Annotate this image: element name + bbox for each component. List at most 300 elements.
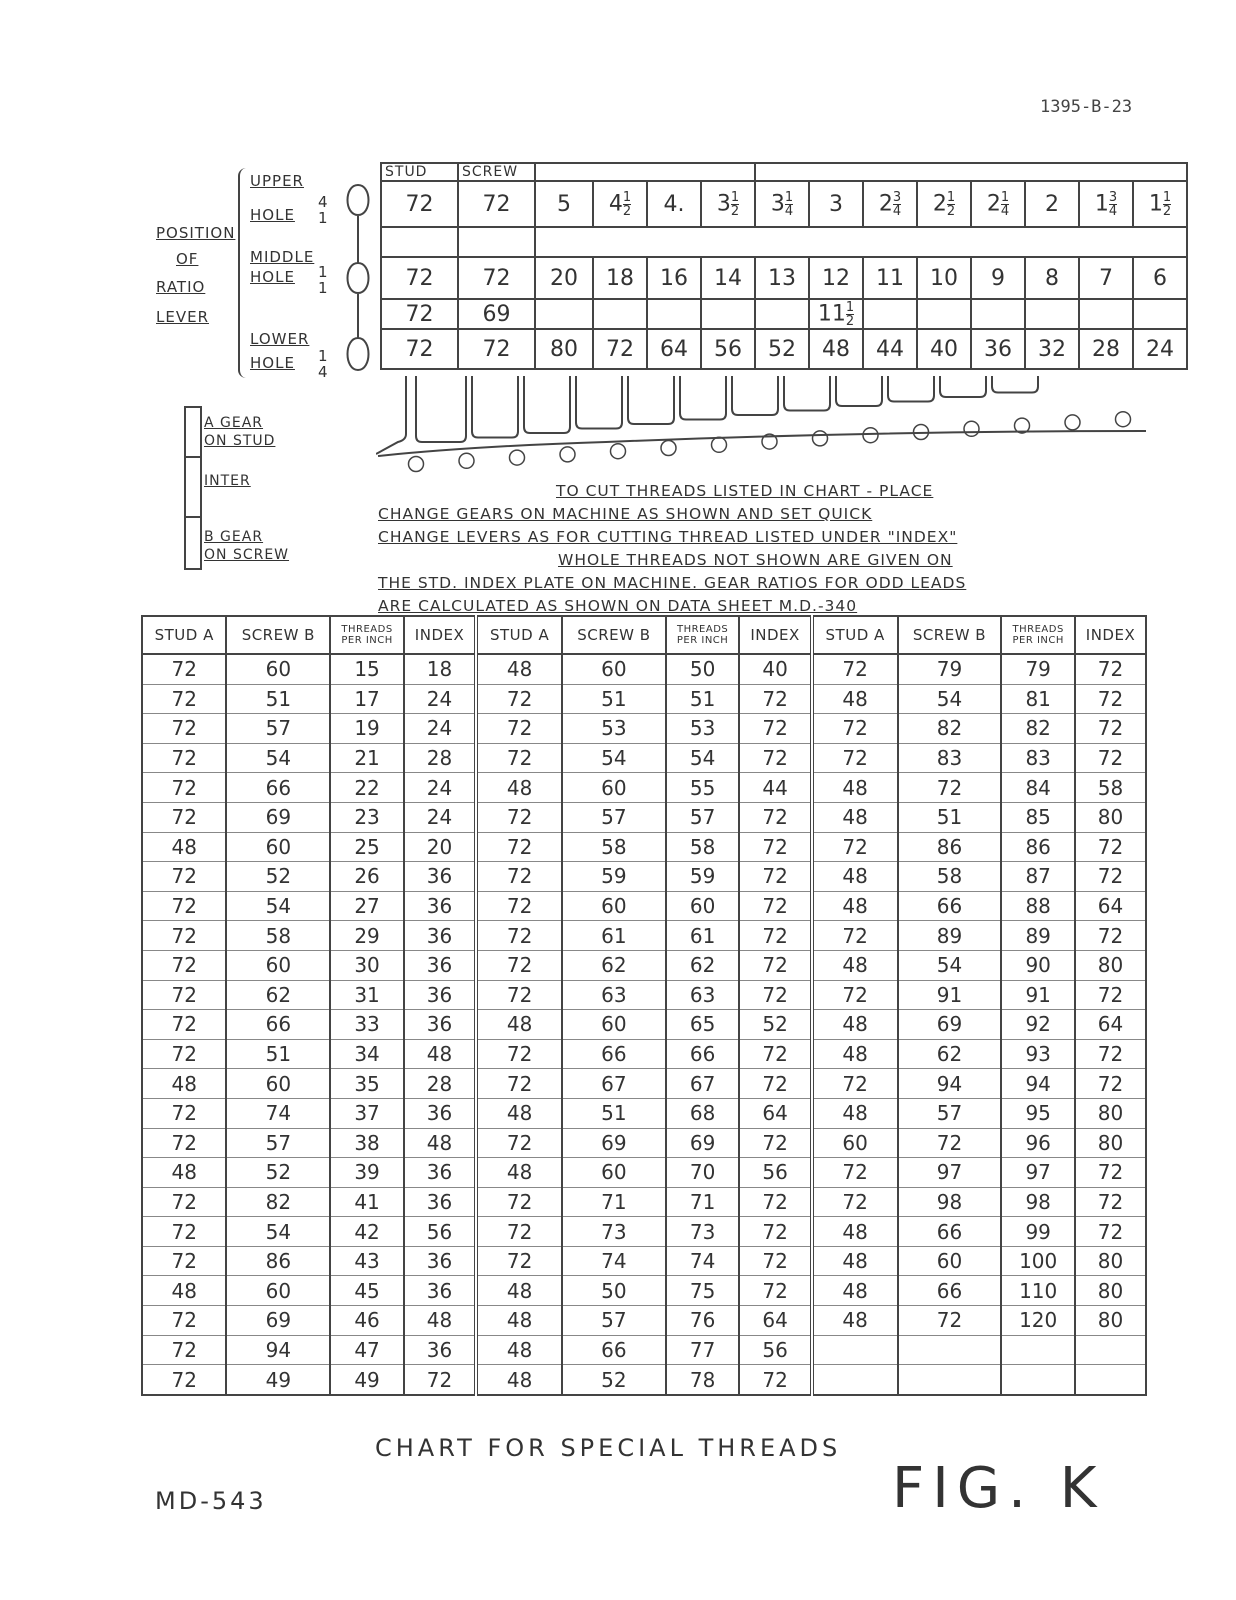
gear-hole [459, 453, 474, 468]
table-cell: 82 [1001, 714, 1075, 744]
table-cell: 57 [226, 1128, 330, 1158]
table-row [142, 1039, 1146, 1069]
column-header: SCREW B [226, 616, 330, 654]
table-cell: 67 [562, 1069, 666, 1099]
table-cell: 97 [898, 1158, 1002, 1188]
table-cell: 60 [562, 654, 666, 684]
table-cell: 73 [562, 1217, 666, 1247]
gear-slot [628, 376, 674, 424]
table-cell: 36 [404, 921, 476, 951]
column-header: THREADS PER INCH [330, 616, 404, 654]
middle-ratio-value: 9 [971, 257, 1025, 299]
table-row [142, 950, 1146, 980]
table-cell: 60 [562, 773, 666, 803]
gear-hole [1116, 412, 1131, 427]
gear-hole [863, 428, 878, 443]
table-cell: 72 [812, 743, 898, 773]
table-cell: 71 [562, 1187, 666, 1217]
table-cell [1075, 1335, 1146, 1365]
table-cell: 60 [562, 1010, 666, 1040]
upper-ratio-value: 5 [535, 181, 593, 227]
table-cell: 66 [226, 773, 330, 803]
table-cell: 72 [739, 1128, 811, 1158]
table-cell: 72 [476, 714, 562, 744]
table-cell: 80 [1075, 950, 1146, 980]
gear-hole [560, 447, 575, 462]
table-cell: 67 [666, 1069, 740, 1099]
table-cell: 54 [898, 950, 1002, 980]
table-cell: 61 [562, 921, 666, 951]
table-cell: 45 [330, 1276, 404, 1306]
gear-hole [510, 450, 525, 465]
lower-ratio-value: 64 [647, 329, 701, 369]
lever-brace [238, 168, 250, 378]
table-cell: 65 [666, 1010, 740, 1040]
table-row [142, 1010, 1146, 1040]
table-cell: 48 [476, 1335, 562, 1365]
table-cell: 72 [739, 950, 811, 980]
table-cell: 62 [666, 950, 740, 980]
table-cell: 18 [404, 654, 476, 684]
table-cell: 51 [562, 1098, 666, 1128]
table-row [142, 684, 1146, 714]
table-cell: 24 [404, 773, 476, 803]
table-cell: 74 [562, 1246, 666, 1276]
column-header: STUD A [476, 616, 562, 654]
table-cell: 72 [1075, 684, 1146, 714]
table-cell: 80 [1075, 1306, 1146, 1336]
table-cell: 72 [739, 862, 811, 892]
table-cell: 72 [142, 1039, 226, 1069]
table-cell: 90 [1001, 950, 1075, 980]
table-cell: 48 [812, 684, 898, 714]
column-header: SCREW B [562, 616, 666, 654]
table-cell: 50 [562, 1276, 666, 1306]
lower-ratio-value: 24 [1133, 329, 1187, 369]
table-row [142, 921, 1146, 951]
upper-ratio-value: 3 $\frac{1}{4}$ [755, 181, 809, 227]
footer-document-id: MD-543 [155, 1487, 267, 1515]
table-cell: 42 [330, 1217, 404, 1247]
table-cell: 72 [1075, 1217, 1146, 1247]
table-cell: 72 [739, 921, 811, 951]
table-cell: 72 [739, 1276, 811, 1306]
table-cell: 41 [330, 1187, 404, 1217]
middle_row-stud: 72 [381, 257, 458, 299]
table-cell: 60 [226, 950, 330, 980]
upper-ratio-value: 2 $\frac{1}{2}$ [917, 181, 971, 227]
table-cell: 66 [226, 1010, 330, 1040]
gear-hole [712, 437, 727, 452]
table-cell: 72 [142, 743, 226, 773]
table-cell: 49 [330, 1365, 404, 1395]
lower-hole-ratio: 1 4 [318, 347, 328, 381]
middle_row-screw: 72 [458, 257, 535, 299]
table-cell: 72 [812, 654, 898, 684]
table-row [142, 1335, 1146, 1365]
gear-slot [524, 376, 570, 433]
table-cell: 24 [404, 802, 476, 832]
table-cell: 48 [812, 950, 898, 980]
table-cell: 48 [812, 802, 898, 832]
table-cell: 36 [404, 891, 476, 921]
table-row [142, 1158, 1146, 1188]
table-cell: 58 [1075, 773, 1146, 803]
table-row [142, 862, 1146, 892]
table-cell [1001, 1335, 1075, 1365]
middle-ratio-value: 18 [593, 257, 647, 299]
table-cell: 93 [1001, 1039, 1075, 1069]
table-cell: 51 [666, 684, 740, 714]
table-cell: 36 [404, 1335, 476, 1365]
table-cell: 78 [666, 1365, 740, 1395]
table-cell: 66 [898, 1276, 1002, 1306]
document-id: 1395-B-23 [1040, 97, 1133, 117]
table-row [142, 1246, 1146, 1276]
gear-slot [784, 376, 830, 411]
table-cell: 75 [666, 1276, 740, 1306]
table-cell: 69 [226, 1306, 330, 1336]
table-cell: 52 [226, 862, 330, 892]
table-cell: 94 [898, 1069, 1002, 1099]
table-cell: 52 [562, 1365, 666, 1395]
middle-ratio-value: 20 [535, 257, 593, 299]
table-cell: 69 [226, 802, 330, 832]
lower_row-stud: 72 [381, 329, 458, 369]
gear-slot [992, 376, 1038, 393]
table-cell: 64 [739, 1306, 811, 1336]
table-row [142, 773, 1146, 803]
table-cell: 54 [666, 743, 740, 773]
column-header: INDEX [739, 616, 811, 654]
table-cell: 72 [739, 802, 811, 832]
table-cell: 36 [404, 1098, 476, 1128]
table-cell: 56 [404, 1217, 476, 1247]
table-cell: 48 [812, 1098, 898, 1128]
table-cell: 80 [1075, 1246, 1146, 1276]
table-cell: 60 [666, 891, 740, 921]
table-cell: 110 [1001, 1276, 1075, 1306]
table-row [142, 832, 1146, 862]
table-cell: 72 [812, 980, 898, 1010]
table-cell: 72 [142, 684, 226, 714]
table-cell: 89 [898, 921, 1002, 951]
table-cell: 58 [898, 862, 1002, 892]
table-cell: 72 [739, 714, 811, 744]
lower-ratio-value: 44 [863, 329, 917, 369]
lower-ratio-value: 72 [593, 329, 647, 369]
table-cell: 72 [404, 1365, 476, 1395]
table-cell: 36 [404, 1010, 476, 1040]
table-cell: 94 [226, 1335, 330, 1365]
table-cell: 68 [666, 1098, 740, 1128]
ratio-header-screw: SCREW [458, 163, 535, 181]
table-cell: 48 [404, 1306, 476, 1336]
table-cell: 48 [476, 773, 562, 803]
table-cell: 72 [812, 1187, 898, 1217]
table-cell: 72 [476, 862, 562, 892]
table-cell: 72 [476, 1217, 562, 1247]
ratio-lever-drawing [340, 180, 380, 390]
table-cell: 62 [562, 950, 666, 980]
lower-ratio-value: 80 [535, 329, 593, 369]
position-label-4: LEVER [156, 308, 209, 326]
table-cell: 92 [1001, 1010, 1075, 1040]
table-cell: 79 [1001, 654, 1075, 684]
table-cell: 72 [476, 1246, 562, 1276]
table-cell [1001, 1365, 1075, 1395]
table-cell: 91 [898, 980, 1002, 1010]
table-cell: 72 [739, 1187, 811, 1217]
table-cell: 80 [1075, 1276, 1146, 1306]
upper-ratio-value: 1 $\frac{1}{2}$ [1133, 181, 1187, 227]
table-cell: 76 [666, 1306, 740, 1336]
middle-ratio-value: 11 [863, 257, 917, 299]
table-cell: 48 [812, 1010, 898, 1040]
table-row [142, 1276, 1146, 1306]
table-cell: 24 [404, 714, 476, 744]
table-cell: 48 [476, 1010, 562, 1040]
lower-ratio-value: 48 [809, 329, 863, 369]
table-cell: 52 [739, 1010, 811, 1040]
table-cell: 72 [739, 891, 811, 921]
table-cell: 72 [142, 891, 226, 921]
table-cell: 48 [142, 1069, 226, 1099]
table-cell: 66 [562, 1335, 666, 1365]
table-cell: 91 [1001, 980, 1075, 1010]
table-cell: 58 [562, 832, 666, 862]
table-cell: 72 [739, 832, 811, 862]
upper-ratio-value: 2 $\frac{3}{4}$ [863, 181, 917, 227]
middle-hole-ratio: 1 1 [318, 263, 328, 297]
table-cell: 66 [666, 1039, 740, 1069]
table-row [142, 654, 1146, 684]
upper_row-screw: 72 [458, 181, 535, 227]
column-header: SCREW B [898, 616, 1002, 654]
table-cell: 81 [1001, 684, 1075, 714]
table-cell: 72 [142, 654, 226, 684]
table-cell: 69 [666, 1128, 740, 1158]
table-cell: 87 [1001, 862, 1075, 892]
table-cell: 120 [1001, 1306, 1075, 1336]
table-cell: 21 [330, 743, 404, 773]
table-cell: 57 [226, 714, 330, 744]
table-cell: 72 [476, 684, 562, 714]
table-cell: 48 [142, 832, 226, 862]
table-cell: 28 [404, 743, 476, 773]
gear-slot [416, 376, 466, 442]
table-cell: 48 [404, 1128, 476, 1158]
table-cell: 62 [226, 980, 330, 1010]
middle_row2-screw: 69 [458, 299, 535, 329]
table-row [142, 802, 1146, 832]
table-cell: 43 [330, 1246, 404, 1276]
table-row [142, 714, 1146, 744]
gear-hole [661, 441, 676, 456]
gear-tray-drawing [376, 376, 1156, 486]
table-cell [898, 1335, 1002, 1365]
table-cell: 35 [330, 1069, 404, 1099]
middle_row2-stud: 72 [381, 299, 458, 329]
table-cell: 66 [898, 1217, 1002, 1247]
table-cell: 36 [404, 950, 476, 980]
middle-ratio-value: 14 [701, 257, 755, 299]
table-cell: 72 [142, 1098, 226, 1128]
table-cell: 38 [330, 1128, 404, 1158]
table-cell: 72 [142, 714, 226, 744]
table-cell: 72 [142, 862, 226, 892]
table-cell: 57 [898, 1098, 1002, 1128]
lower-hole-word1: LOWER [250, 330, 310, 348]
table-cell: 44 [739, 773, 811, 803]
table-row [142, 1306, 1146, 1336]
gear-slot [680, 376, 726, 420]
position-label-2: OF [176, 250, 199, 268]
table-cell: 89 [1001, 921, 1075, 951]
table-cell: 72 [739, 980, 811, 1010]
table-cell: 50 [666, 654, 740, 684]
table-cell [898, 1365, 1002, 1395]
table-cell: 25 [330, 832, 404, 862]
table-cell: 54 [562, 743, 666, 773]
upper-hole-word1: UPPER [250, 172, 304, 190]
table-cell: 86 [1001, 832, 1075, 862]
table-row [142, 1128, 1146, 1158]
table-cell: 60 [226, 1276, 330, 1306]
table-cell: 36 [404, 980, 476, 1010]
table-cell: 31 [330, 980, 404, 1010]
table-cell: 72 [142, 1010, 226, 1040]
table-cell: 98 [898, 1187, 1002, 1217]
gear-slot [888, 376, 934, 402]
table-cell: 82 [898, 714, 1002, 744]
table-cell: 29 [330, 921, 404, 951]
table-cell: 72 [1075, 714, 1146, 744]
table-cell: 85 [1001, 802, 1075, 832]
table-cell: 51 [226, 1039, 330, 1069]
table-cell: 80 [1075, 1128, 1146, 1158]
table-cell: 28 [404, 1069, 476, 1099]
position-label-3: RATIO [156, 278, 206, 296]
table-cell: 60 [226, 1069, 330, 1099]
table-cell: 48 [476, 1098, 562, 1128]
table-cell: 72 [476, 1069, 562, 1099]
lower-ratio-value: 52 [755, 329, 809, 369]
table-cell: 72 [739, 684, 811, 714]
table-cell: 94 [1001, 1069, 1075, 1099]
table-cell: 36 [404, 1187, 476, 1217]
table-cell: 72 [142, 1128, 226, 1158]
table-cell: 95 [1001, 1098, 1075, 1128]
lower-ratio-value: 28 [1079, 329, 1133, 369]
upper-hole-ratio: 4 1 [318, 193, 328, 227]
table-cell: 96 [1001, 1128, 1075, 1158]
table-cell: 34 [330, 1039, 404, 1069]
table-cell: 57 [666, 802, 740, 832]
table-cell: 72 [476, 743, 562, 773]
table-cell: 72 [142, 802, 226, 832]
position-label-1: POSITION [156, 224, 236, 242]
table-row [142, 1069, 1146, 1099]
table-cell: 54 [226, 743, 330, 773]
table-cell: 83 [1001, 743, 1075, 773]
table-cell: 72 [476, 980, 562, 1010]
table-cell: 51 [226, 684, 330, 714]
table-cell: 70 [666, 1158, 740, 1188]
table-cell: 66 [898, 891, 1002, 921]
table-cell: 48 [476, 654, 562, 684]
table-cell: 73 [666, 1217, 740, 1247]
table-cell: 48 [812, 891, 898, 921]
table-cell: 48 [142, 1276, 226, 1306]
table-cell: 86 [226, 1246, 330, 1276]
table-cell: 84 [1001, 773, 1075, 803]
table-cell: 72 [1075, 1158, 1146, 1188]
table-cell: 47 [330, 1335, 404, 1365]
table-cell: 51 [898, 802, 1002, 832]
table-cell: 72 [142, 1187, 226, 1217]
table-cell: 83 [898, 743, 1002, 773]
table-cell: 72 [812, 1158, 898, 1188]
table-cell: 54 [226, 891, 330, 921]
gear-legend-box [184, 406, 202, 570]
table-cell: 69 [562, 1128, 666, 1158]
table-cell: 72 [142, 980, 226, 1010]
table-cell: 72 [142, 921, 226, 951]
table-cell: 72 [142, 1365, 226, 1395]
gear-slot [940, 376, 986, 397]
table-cell: 72 [476, 832, 562, 862]
table-cell: 48 [812, 1306, 898, 1336]
table-cell: 72 [1075, 921, 1146, 951]
table-cell: 74 [666, 1246, 740, 1276]
table-cell: 56 [739, 1158, 811, 1188]
table-cell: 72 [142, 1306, 226, 1336]
table-cell: 72 [898, 773, 1002, 803]
table-cell: 64 [1075, 891, 1146, 921]
gear-hole [813, 431, 828, 446]
table-cell: 80 [1075, 1098, 1146, 1128]
table-row [142, 743, 1146, 773]
table-cell: 72 [1075, 862, 1146, 892]
middle-alt-ratio-value: 11 $\frac{1}{2}$ [809, 299, 863, 329]
upper_row-stud: 72 [381, 181, 458, 227]
table-row [142, 980, 1146, 1010]
table-row [142, 1365, 1146, 1395]
table-cell: 71 [666, 1187, 740, 1217]
table-cell: 72 [142, 1217, 226, 1247]
table-cell: 72 [739, 1246, 811, 1276]
table-cell: 77 [666, 1335, 740, 1365]
table-cell: 48 [404, 1039, 476, 1069]
gear-slot [836, 376, 882, 406]
table-cell: 49 [226, 1365, 330, 1395]
table-cell: 72 [898, 1306, 1002, 1336]
table-cell: 100 [1001, 1246, 1075, 1276]
table-cell: 60 [226, 654, 330, 684]
instructions: TO CUT THREADS LISTED IN CHART - PLACE CHANGE GEARS ON MACHINE AS SHOWN AND SET QUICK CHANGE LEVERS AS FOR CUTTING THREAD LISTED UNDER "INDEX" WHOLE THREADS NOT SHOWN ARE GIVEN ON THE STD. INDEX PLATE ON MACHINE. GEAR RATIOS FOR ODD LEADS ARE CALCULATED AS SHOWN ON DATA SHEET M.D.-340 [378, 482, 967, 615]
table-cell: 48 [812, 862, 898, 892]
table-cell: 72 [1075, 1187, 1146, 1217]
table-row [142, 1187, 1146, 1217]
table-cell: 40 [739, 654, 811, 684]
table-cell: 64 [739, 1098, 811, 1128]
upper-ratio-value: 4 $\frac{1}{2}$ [593, 181, 647, 227]
upper-ratio-value: 2 $\frac{1}{4}$ [971, 181, 1025, 227]
lower_row-screw: 72 [458, 329, 535, 369]
table-cell: 69 [898, 1010, 1002, 1040]
table-cell: 74 [226, 1098, 330, 1128]
